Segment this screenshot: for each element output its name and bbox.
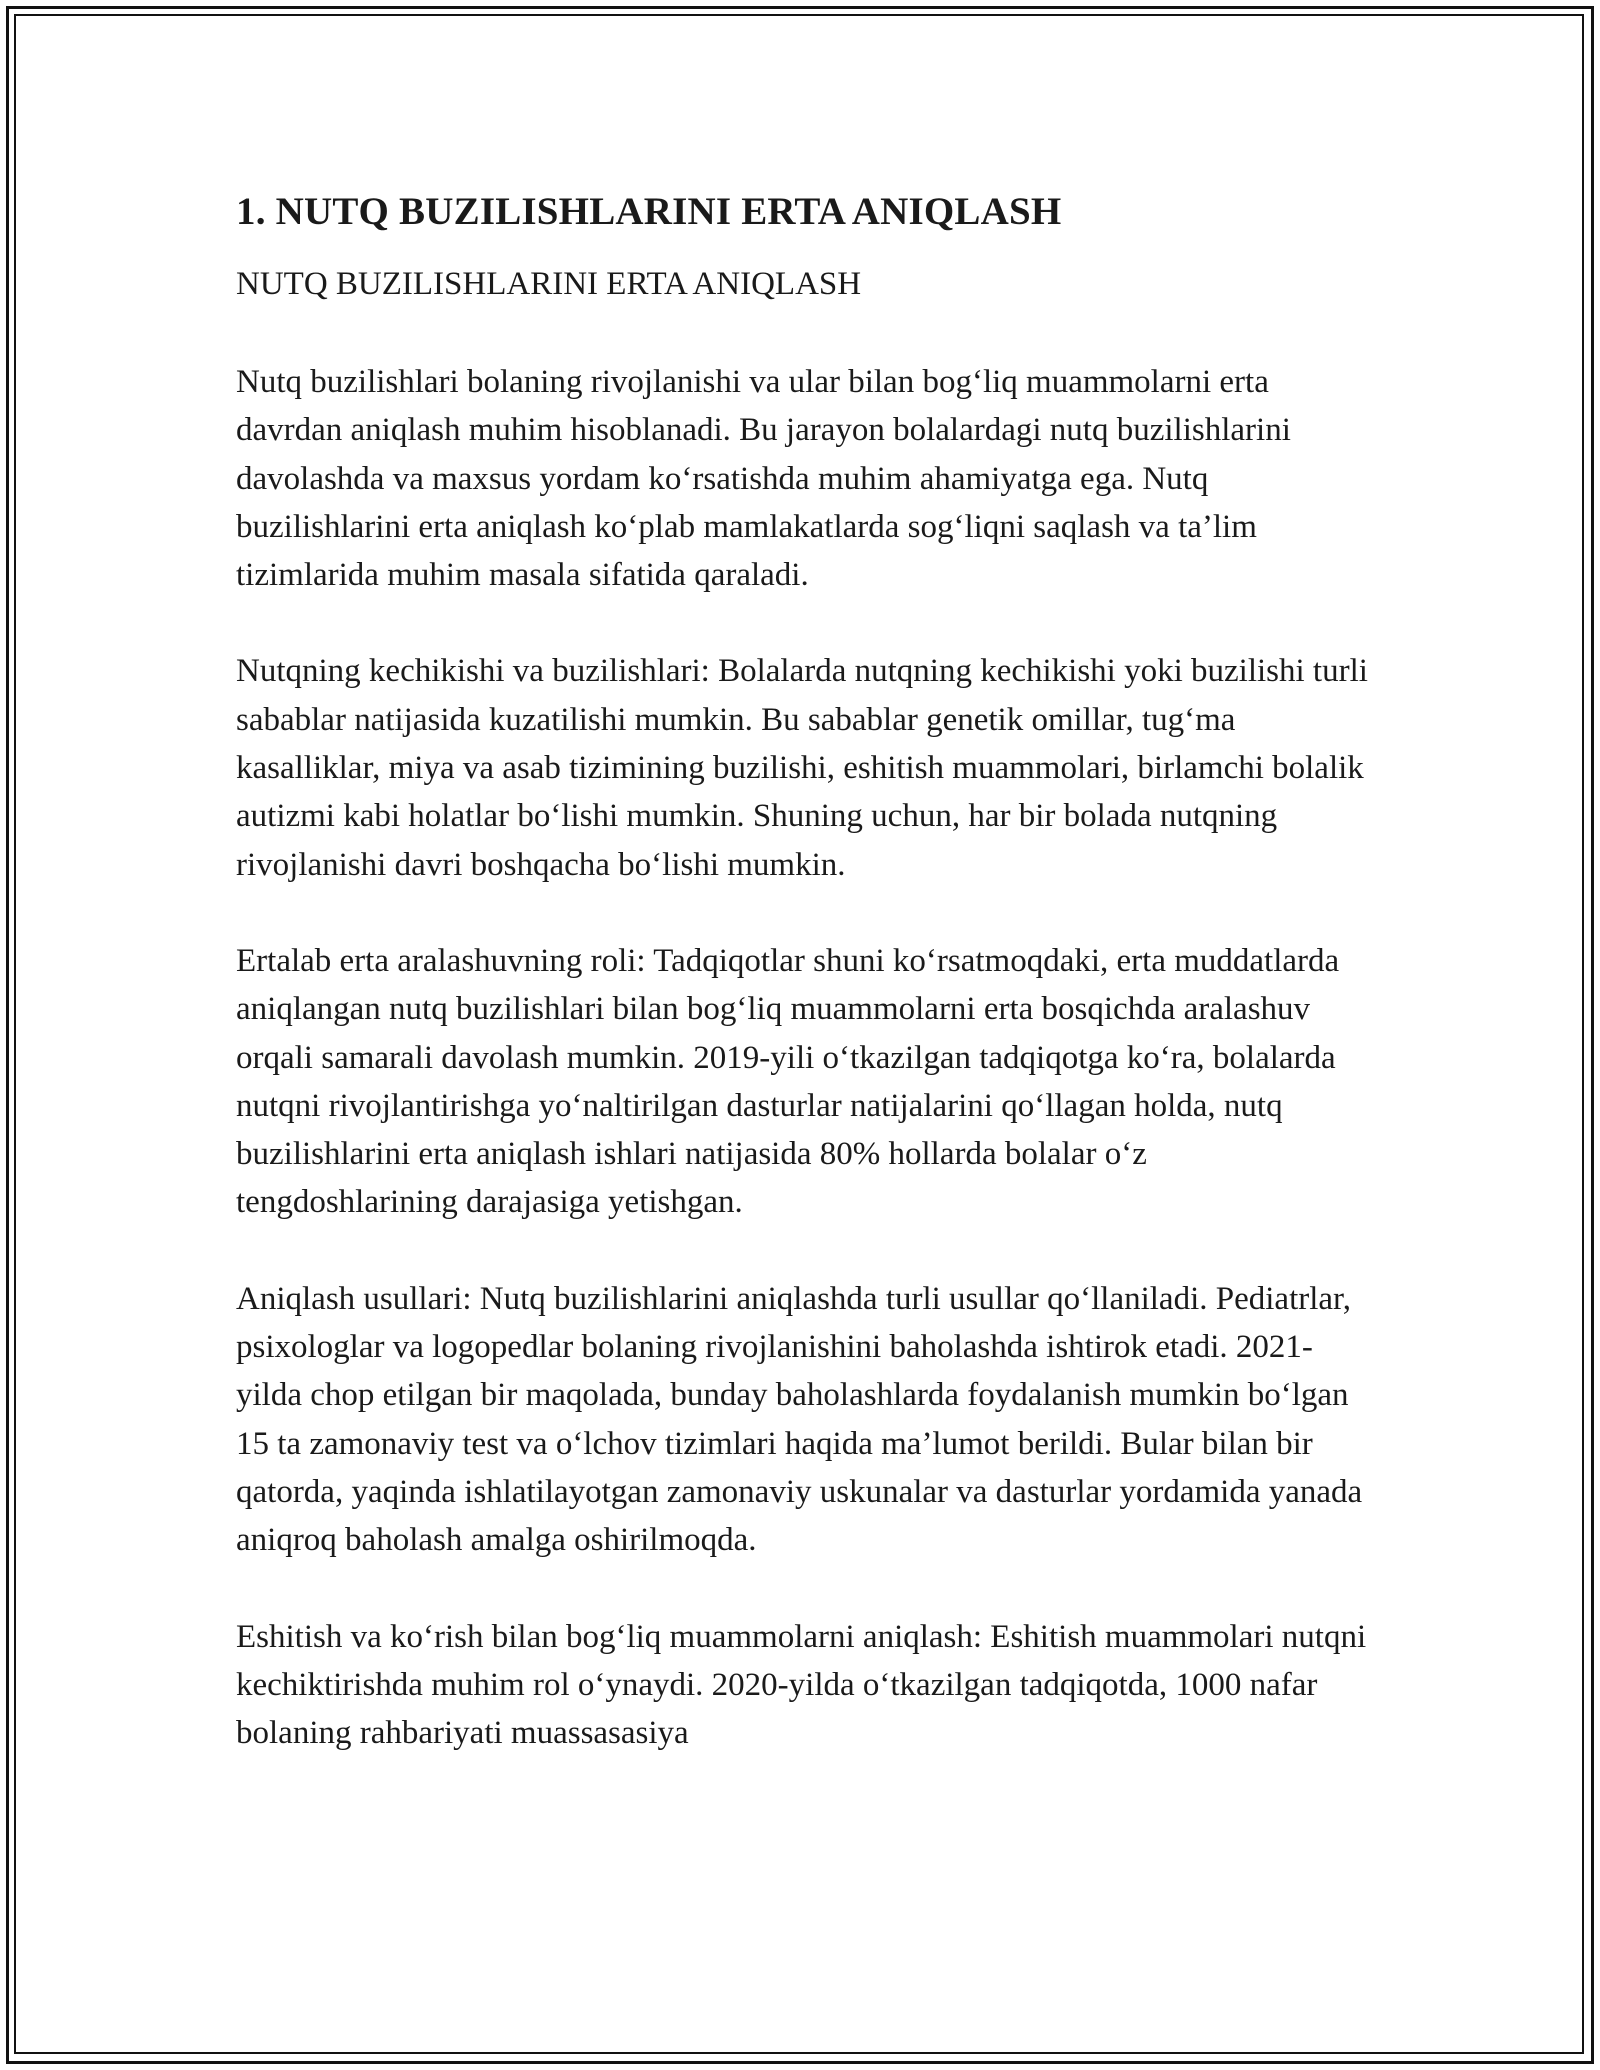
paragraph-hearing-vision: Eshitish va koʻrish bilan bogʻliq muammolarni aniqlash: Eshitish muammolari nutqni kechiktirishda muhim rol oʻynaydi. 2020-yilda oʻtkazilgan tadqiqotda, 1000 nafar bolaning rahbariyati muassasasiya: [236, 1618, 1367, 1752]
paragraph-intro: Nutq buzilishlari bolaning rivojlanishi va ular bilan bogʻliq muammolarni erta davrdan aniqlash muhim hisoblanadi. Bu jarayon bolalardagi nutq buzilishlarini davolashda va maxsus yordam koʻrsatishda muhim ahamiyatga ega. Nutq buzilishlarini erta aniqlash koʻplab mamlakatlarda sogʻliqni saqlash va ta’lim tizimlarida muhim masala sifatida qaraladi.: [236, 364, 1291, 594]
section-heading: 1. NUTQ BUZILISHLARINI ERTA ANIQLASH: [236, 190, 1062, 233]
document-body: [236, 188, 1376, 1805]
paragraph-delay-causes: Nutqning kechikishi va buzilishlari: Bolalarda nutqning kechikishi yoki buzilishi turli sabablar natijasida kuzatilishi mumkin. Bu sabablar genetik omillar, tugʻma kasalliklar, miya va asab tizimining buzilishi, eshitish muammolari, birlamchi bolalik autizmi kabi holatlar boʻlishi mumkin. Shuning uchun, har bir bolada nutqning rivojlanishi davri boshqacha boʻlishi mumkin.: [236, 653, 1368, 883]
paragraph-detection-methods: Aniqlash usullari: Nutq buzilishlarini aniqlashda turli usullar qoʻllaniladi. Pediatrlar, psixologlar va logopedlar bolaning rivojlanishini baholashda ishtirok etadi. 2021-yilda chop etilgan bir maqolada, bunday baholashlarda foydalanish mumkin boʻlgan 15 ta zamonaviy test va oʻlchov tizimlari haqida ma’lumot berildi. Bular bilan bir qatorda, yaqinda ishlatilayotgan zamonaviy uskunalar va dasturlar yordamida yanada aniqroq baholash amalga oshirilmoqda.: [236, 1280, 1363, 1559]
section-subtitle: NUTQ BUZILISHLARINI ERTA ANIQLASH: [236, 266, 862, 302]
paragraph-early-intervention: Ertalab erta aralashuvning roli: Tadqiqotlar shuni koʻrsatmoqdaki, erta muddatlarda aniqlangan nutq buzilishlari bilan bogʻliq muammolarni erta bosqichda aralashuv orqali samarali davolash mumkin. 2019-yili oʻtkazilgan tadqiqotga koʻra, bolalarda nutqni rivojlantirishga yoʻnaltirilgan dasturlar natijalarini qoʻllagan holda, nutq buzilishlarini erta aniqlash ishlari natijasida 80% hollarda bolalar oʻz tengdoshlarining darajasiga yetishgan.: [236, 942, 1340, 1221]
